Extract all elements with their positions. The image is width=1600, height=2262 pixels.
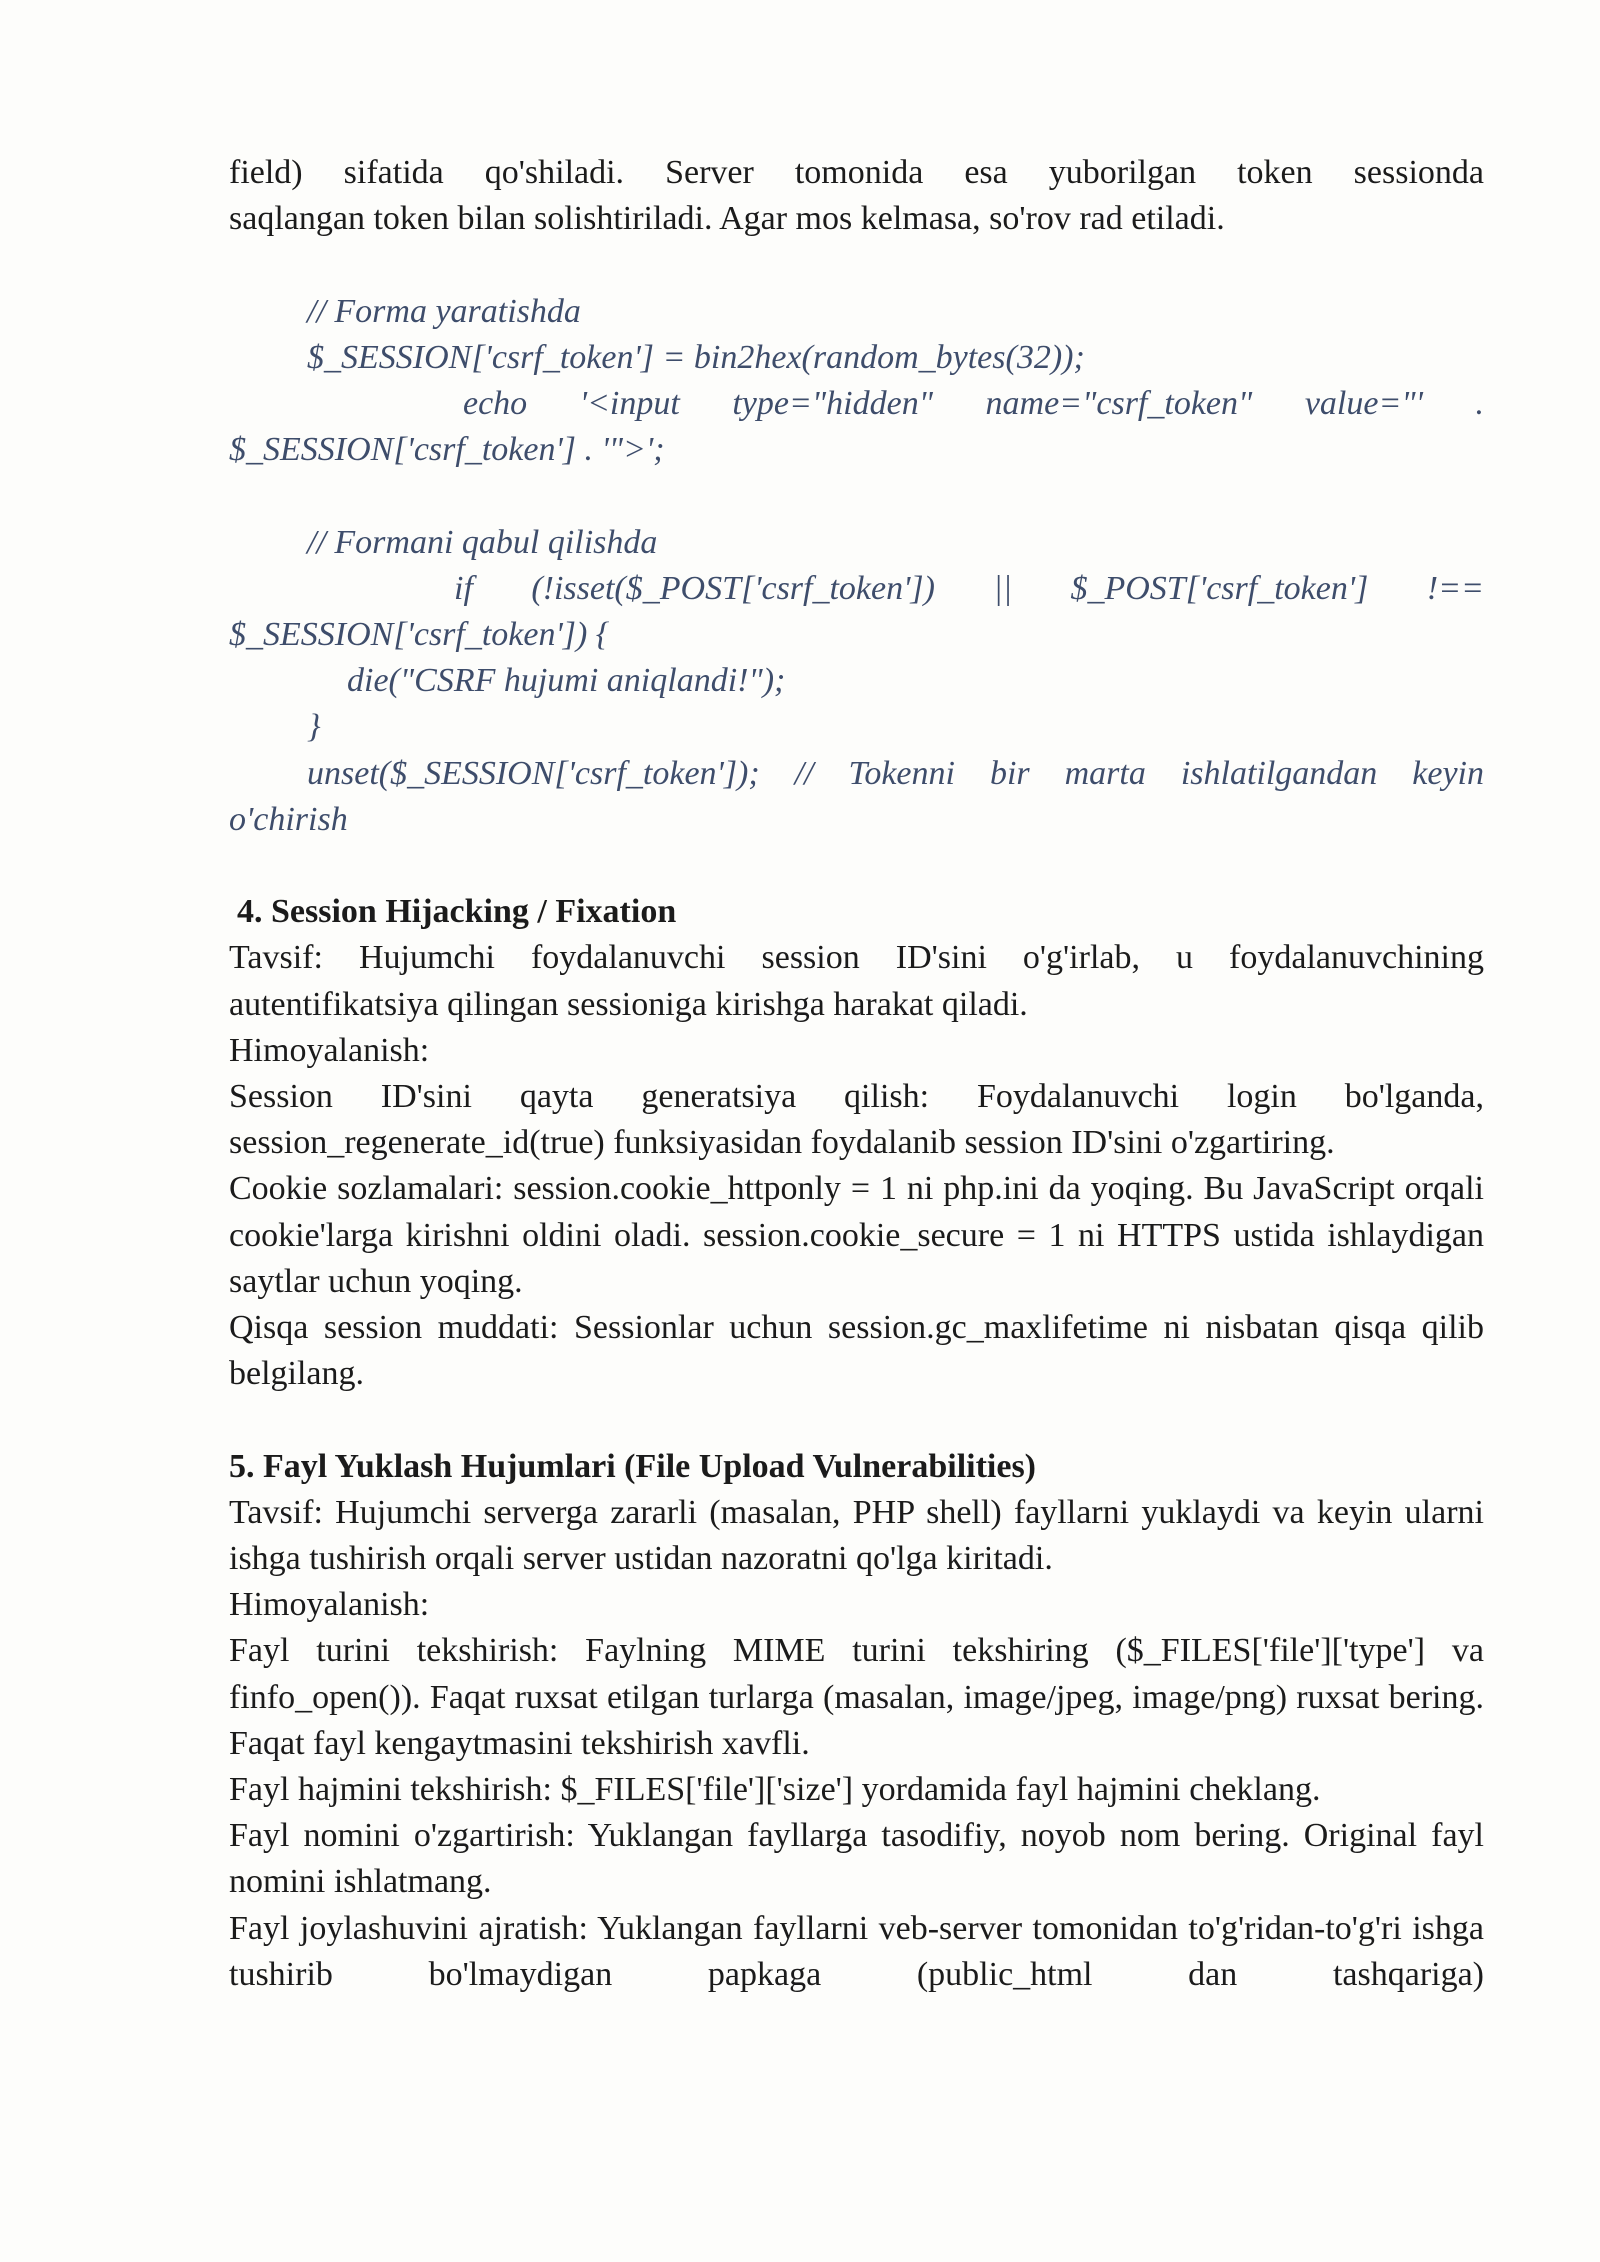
code-echo-continuation: $_SESSION['csrf_token'] . '">'; — [229, 431, 665, 469]
code-echo-line — [229, 381, 1484, 427]
spacer — [229, 1397, 1484, 1443]
section-4-himoya-label: Himoyalanish: — [229, 1031, 430, 1069]
code-token: . — [1475, 385, 1484, 422]
spacer — [229, 473, 1484, 519]
code-session-token-line: $_SESSION['csrf_token'] = bin2hex(random_bytes(32)); — [307, 338, 1085, 376]
section-4-description: Tavsif: Hujumchi foydalanuvchi session ID'sini o'g'irlab, u foydalanuvchining autentifikatsiya qilingan sessioniga kirishga harakat qiladi. — [229, 939, 1484, 1023]
section-5-description: Tavsif: Hujumchi serverga zararli (masalan, PHP shell) fayllarni yuklaydi va keyin ularni ishga tushirish orqali server ustidan nazoratni qo'lga kiritadi. — [229, 1493, 1484, 1578]
section-5-heading: 5. Fayl Yuklash Hujumlari (File Upload Vulnerabilities) — [229, 1447, 1037, 1485]
code-token: name="csrf_token" — [985, 385, 1253, 422]
section-4-heading: 4. Session Hijacking / Fixation — [237, 893, 677, 931]
section-5-item-size: Fayl hajmini tekshirish: $_FILES['file']['size'] yordamida fayl hajmini cheklang. — [229, 1771, 1321, 1809]
code-if-line — [229, 566, 1484, 612]
code-token: if — [454, 569, 473, 607]
section-5-himoya-label: Himoyalanish: — [229, 1586, 430, 1624]
section-4-item-regenerate: Session ID'sini qayta generatsiya qilish: Foydalanuvchi login bo'lganda, session_regenerate_id(true) funksiyasidan foydalanib session ID'sini o'zgartiring. — [229, 1078, 1484, 1162]
section-5-item-rename: Fayl nomini o'zgartirish: Yuklangan fayllarga tasodifiy, noyob nom bering. Original fayl nomini ishlatmang. — [229, 1817, 1484, 1901]
code-token: '<input — [579, 385, 680, 422]
section-4-item-lifetime: Qisqa session muddati: Sessionlar uchun session.gc_maxlifetime ni nisbatan qisqa qilib belgilang. — [229, 1309, 1484, 1393]
code-token: || — [993, 569, 1013, 607]
code-token: type="hidden" — [732, 385, 933, 422]
code-comment-forma: // Forma yaratishda — [307, 292, 581, 330]
spacer — [229, 843, 1484, 889]
code-if-continuation: $_SESSION['csrf_token']) { — [229, 616, 610, 653]
code-close-brace: } — [307, 708, 321, 746]
code-unset-continuation: o'chirish — [229, 800, 348, 838]
page-content — [229, 150, 1484, 1998]
code-token: $_POST['csrf_token'] — [1070, 569, 1369, 607]
code-comment-qabul: // Formani qabul qilishda — [307, 523, 658, 561]
section-5-item-location: Fayl joylashuvini ajratish: Yuklangan fayllarni veb-server tomonidan to'g'ridan-to'g'ri ishga tushirib bo'lmaydigan papkaga (public_html dan tashqariga) — [229, 1909, 1484, 1993]
code-die-line: die("CSRF hujumi aniqlandi!"); — [347, 662, 786, 700]
code-token: value="' — [1304, 385, 1423, 422]
section-4-item-cookie: Cookie sozlamalari: session.cookie_httponly = 1 ni php.ini da yoqing. Bu JavaScript orqali cookie'larga kirishni oldini oladi. session.cookie_secure = 1 ni HTTPS ustida ishlaydigan saytlar uchun yoqing. — [229, 1170, 1484, 1300]
section-5-item-type: Fayl turini tekshirish: Faylning MIME turini tekshiring ($_FILES['file']['type'] va finfo_open()). Faqat ruxsat etilgan turlarga (masalan, image/jpeg, image/png) ruxsat bering. Faqat fayl kengaytmasini tekshirish xavfli. — [229, 1632, 1484, 1762]
code-token: !== — [1426, 569, 1484, 607]
code-token: echo — [463, 385, 528, 422]
code-token: (!isset($_POST['csrf_token']) — [531, 569, 935, 607]
code-unset-line: unset($_SESSION['csrf_token']); // Tokenni bir marta ishlatilgandan keyin — [307, 754, 1484, 792]
intro-line-1: field) sifatida qo'shiladi. Server tomonida esa yuborilgan token sessionda — [229, 154, 1484, 191]
intro-line-2: saqlangan token bilan solishtiriladi. Agar mos kelmasa, so'rov rad etiladi. — [229, 200, 1225, 238]
spacer — [229, 242, 1484, 288]
